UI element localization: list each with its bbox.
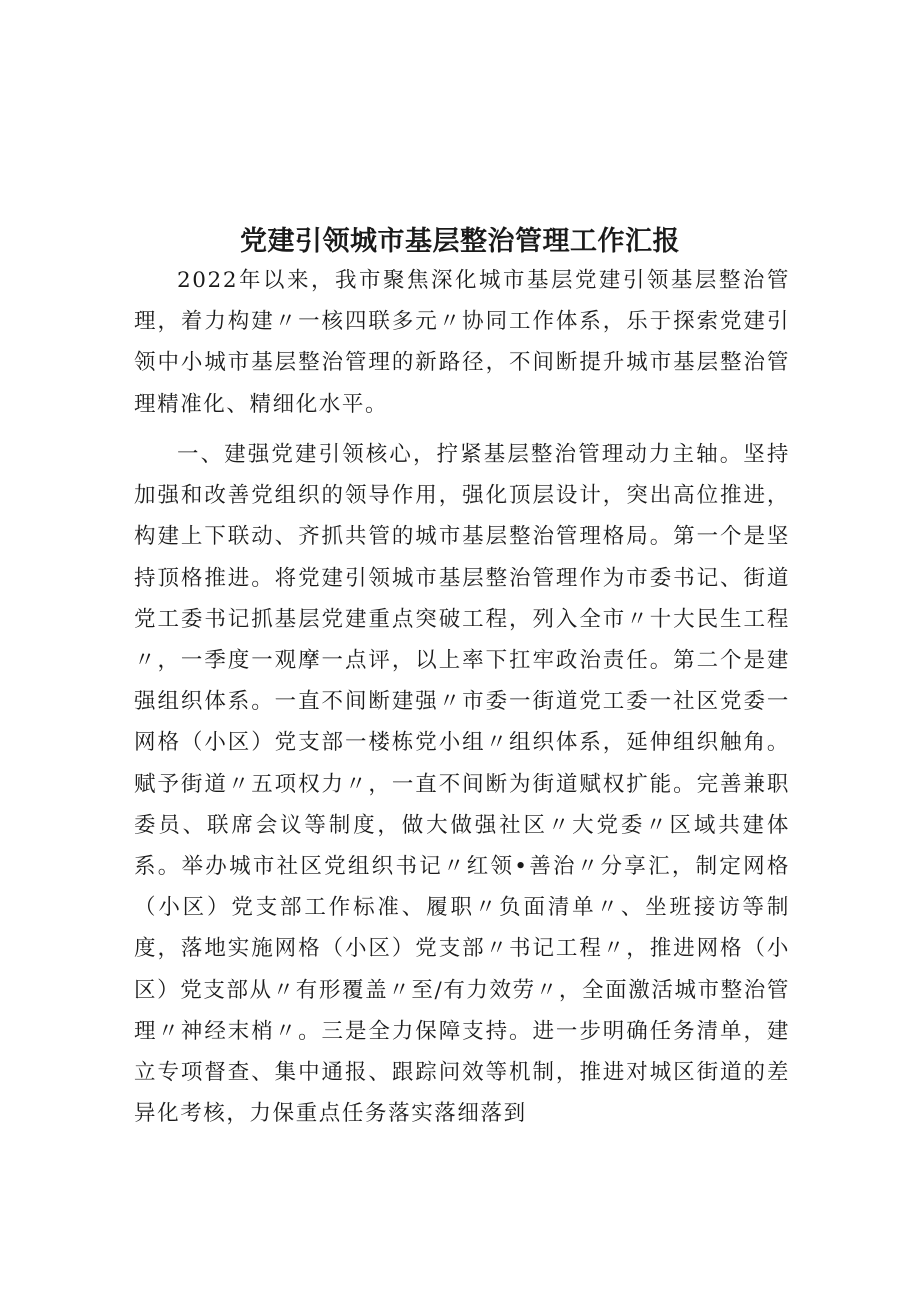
- document-title: 党建引领城市基层整治管理工作汇报: [240, 226, 680, 258]
- paragraph-section-one: 一、建强党建引领核心，拧紧基层整治管理动力主轴。坚持加强和改善党组织的领导作用，强化顶层设计，突出高位推进，构建上下联动、齐抓共管的城市基层整治管理格局。第一个是坚持顶格推进。将党建引领城市基层整治管理作为市委书记、街道党工委书记抓基层党建重点突破工程，列入全市〃十大民生工程〃，一季度一观摩一点评，以上率下扛牢政治责任。第二个是建强组织体系。一直不间断建强〃市委一街道党工委一社区党委一网格（小区）党支部一楼栋党小组〃组织体系，延伸组织触角。赋予街道〃五项权力〃，一直不间断为街道赋权扩能。完善兼职委员、联席会议等制度，做大做强社区〃大党委〃区域共建体系。举办城市社区党组织书记〃红领•善治〃分享汇，制定网格（小区）党支部工作标准、履职〃负面清单〃、坐班接访等制度，落地实施网格（小区）党支部〃书记工程〃，推进网格（小区）党支部从〃有形覆盖〃至/有力效劳〃，全面激活城市整治管理〃神经末梢〃。三是全力保障支持。进一步明确任务清单，建立专项督查、集中通报、跟踪问效等机制，推进对城区街道的差异化考核，力保重点任务落实落细落到: [134, 442, 790, 1127]
- paragraph-intro: 2022年以来，我市聚焦深化城市基层党建引领基层整治管理，着力构建〃一核四联多元〃协同工作体系，乐于探索党建引领中小城市基层整治管理的新路径，不间断提升城市基层整治管理精准化、精细化水平。: [134, 268, 790, 417]
